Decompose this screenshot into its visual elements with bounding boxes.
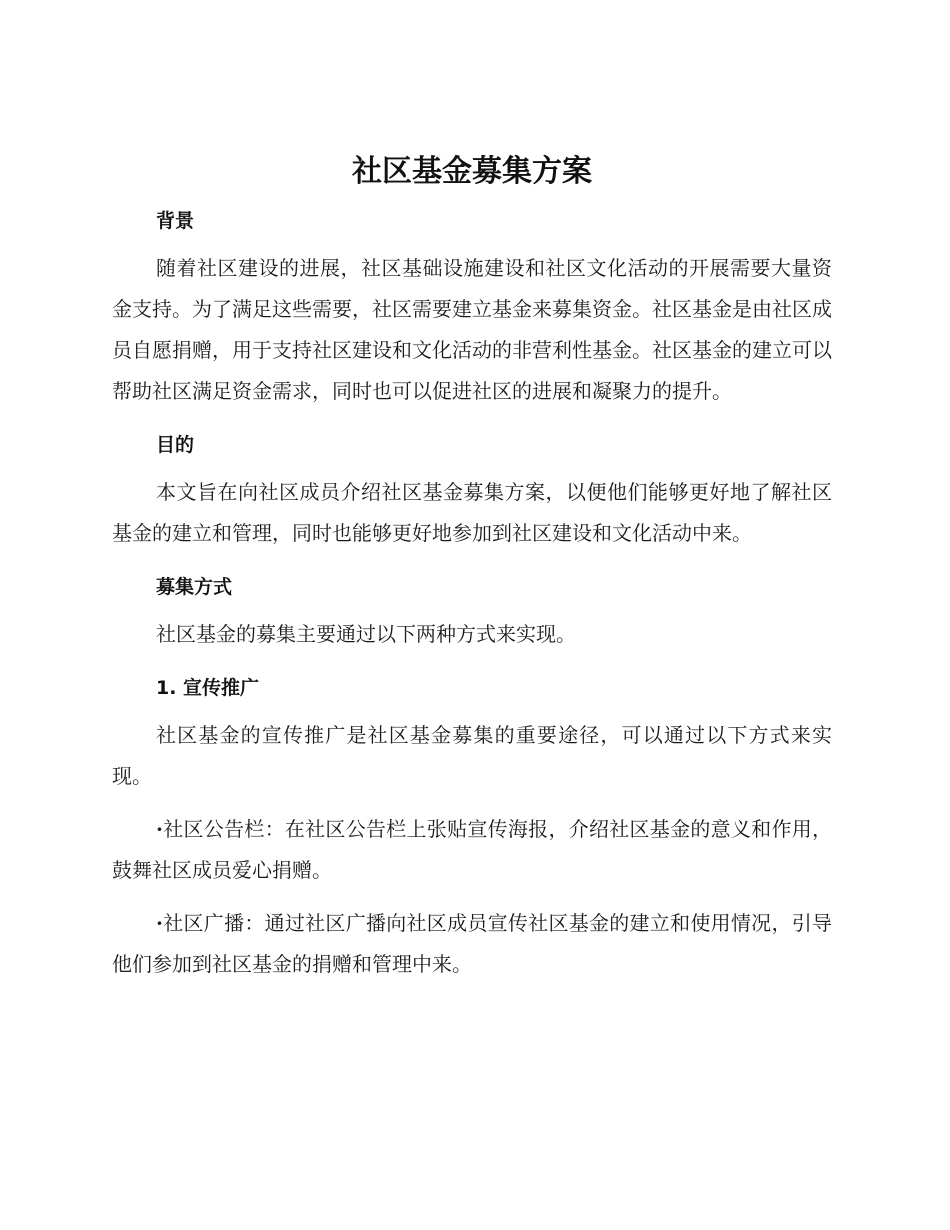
bullet-marker: · [156,817,163,841]
fundraising-methods-paragraph: 社区基金的募集主要通过以下两种方式来实现。 [156,622,576,646]
section-heading-fundraising-methods: 募集方式 [156,576,233,598]
spacer [112,236,832,248]
spacer [112,891,832,903]
promotion-paragraph: 社区基金的宣传推广是社区基金募集的重要途径，可以通过以下方式来实现。 [112,723,832,788]
spacer [112,412,832,430]
bullet-marker: · [156,911,163,935]
bullet-item [112,903,832,985]
spacer [112,602,832,614]
bullet-item [112,809,832,891]
purpose-paragraph: 本文旨在向社区成员介绍社区基金募集方案，以便他们能够更好地了解社区基金的建立和管理，同时也能够更好地参加到社区建设和文化活动中来。 [112,480,832,545]
bullet-text: 社区公告栏：在社区公告栏上张贴宣传海报，介绍社区基金的意义和作用，鼓舞社区成员爱心捐赠。 [112,817,832,882]
spacer [112,460,832,472]
document-title: 社区基金募集方案 [352,154,592,189]
section-heading-background: 背景 [156,210,195,232]
background-paragraph: 随着社区建设的进展，社区基础设施建设和社区文化活动的开展需要大量资金支持。为了满足这些需要，社区需要建立基金来募集资金。社区基金是由社区成员自愿捐赠，用于支持社区建设和文化活动的非营利性基金。社区基金的建立可以帮助社区满足资金需求，同时也可以促进社区的进展和凝聚力的提升。 [112,256,832,403]
section-heading-purpose: 目的 [156,434,195,456]
spacer [112,797,832,809]
section-heading-promotion: 1. 宣传推广 [156,677,260,699]
document-body [112,150,832,985]
spacer [112,703,832,715]
spacer [112,194,832,206]
bullet-text: 社区广播：通过社区广播向社区成员宣传社区基金的建立和使用情况，引导他们参加到社区基金的捐赠和管理中来。 [112,911,832,976]
spacer [112,655,832,673]
spacer [112,554,832,572]
